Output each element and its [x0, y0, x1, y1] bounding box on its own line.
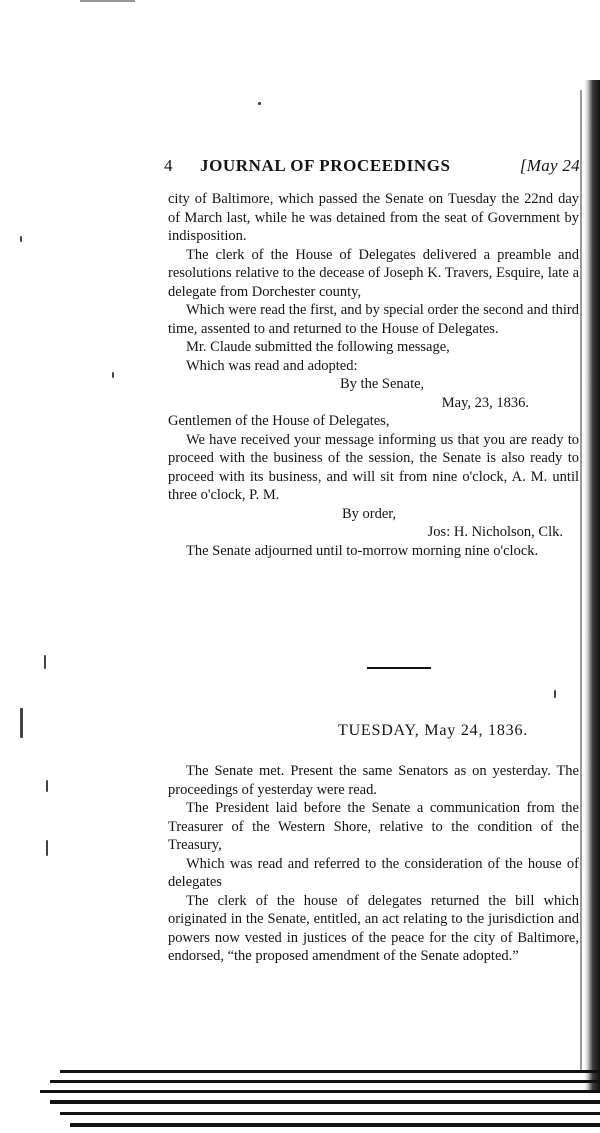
scan-speck	[20, 708, 23, 738]
paragraph: Which was read and referred to the consideration of the house of delegates	[168, 855, 579, 890]
paragraph: The Senate met. Present the same Senators as on yesterday. The proceedings of yesterday were read.	[168, 763, 579, 798]
running-title: JOURNAL OF PROCEEDINGS	[200, 156, 451, 175]
scan-speck	[258, 102, 261, 105]
message-from: By the Senate,	[340, 376, 425, 392]
message-signature: Jos: H. Nicholson, Clk.	[427, 524, 563, 540]
page-number: 4	[164, 156, 173, 175]
adjourned-paragraph: The Senate adjourned until to-morrow morning nine o'clock.	[186, 542, 539, 559]
day-heading: TUESDAY, May 24, 1836.	[338, 722, 529, 739]
paragraph: Mr. Claude submitted the following message,	[186, 339, 450, 355]
scan-mark	[80, 0, 135, 2]
page-header	[164, 156, 580, 180]
scan-speck	[46, 780, 48, 792]
journal-section-2	[168, 762, 579, 966]
paragraph: Which was read and adopted:	[186, 357, 358, 374]
paragraph: Which were read the first, and by special order the second and third time, assented to and returned to the House of Delegates.	[168, 302, 579, 337]
message-body: We have received your message informing us that you are ready to proceed with the business of the session, the Senate is also ready to proceed with its business, and will sit from nine o'clock, A. M. until three o'clock, P. M.	[168, 431, 579, 503]
section-divider	[367, 667, 431, 669]
journal-section-1	[168, 190, 579, 560]
page-stack-edge	[40, 1060, 600, 1133]
paragraph: city of Baltimore, which passed the Senate on Tuesday the 22nd day of March last, while he was detained from the seat of Government by indisposition.	[168, 191, 579, 244]
scan-speck	[554, 690, 556, 698]
scan-speck	[112, 372, 114, 378]
message-by-order: By order,	[342, 505, 397, 522]
binding-edge	[584, 80, 600, 1090]
paragraph: The President laid before the Senate a communication from the Treasurer of the Western Shore, relative to the condition of the Treasury,	[168, 800, 579, 853]
scan-speck	[20, 236, 22, 242]
scan-speck	[46, 840, 48, 856]
header-date: [May 24	[519, 156, 580, 175]
message-date: May, 23, 1836.	[441, 394, 529, 411]
message-salutation: Gentlemen of the House of Delegates,	[168, 413, 390, 429]
paragraph: The clerk of the house of delegates returned the bill which originated in the Senate, entitled, an act relating to the jurisdiction and powers now vested in justices of the peace for the city of Baltimore, endorsed, “the proposed amendment of the Senate adopted.”	[168, 892, 579, 964]
scan-speck	[44, 655, 46, 669]
binding-edge-line	[580, 90, 582, 1070]
paragraph: The clerk of the House of Delegates delivered a preamble and resolutions relative to the decease of Joseph K. Travers, Esquire, late a delegate from Dorchester county,	[168, 246, 579, 300]
